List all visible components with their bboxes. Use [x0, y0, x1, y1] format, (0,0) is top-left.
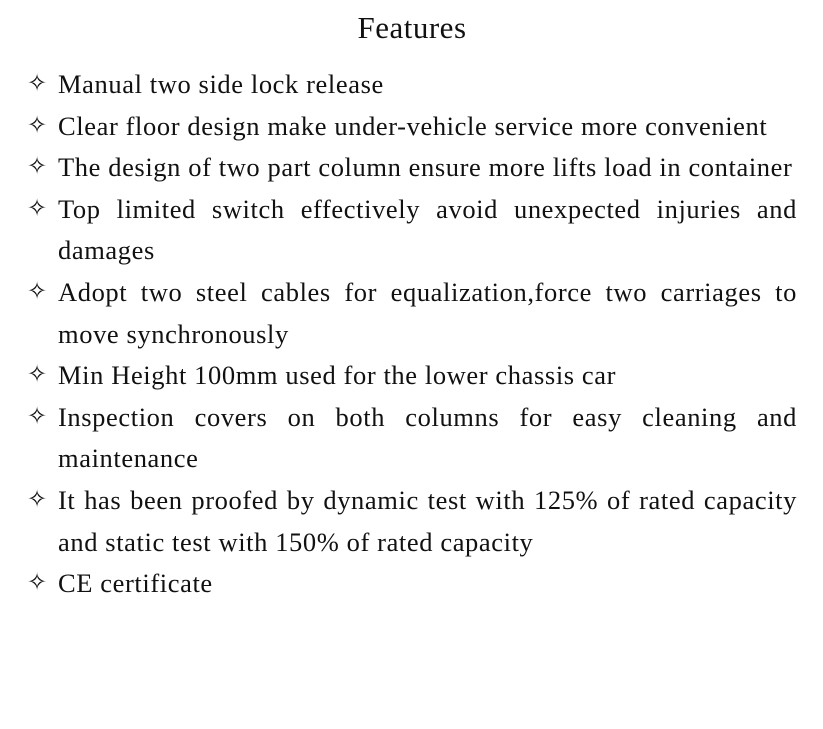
feature-item [27, 106, 797, 148]
feature-item [27, 355, 797, 397]
feature-text: Manual two side lock release [58, 69, 384, 99]
feature-text: Adopt two steel cables for equalization,force two carriages to move synchronously [58, 276, 797, 349]
feature-text: CE certificate [58, 568, 213, 599]
feature-text: Clear floor design make under-vehicle service more convenient [58, 110, 768, 141]
features-list [27, 64, 797, 605]
four-pointed-star-bullet-icon: ✧ [27, 154, 48, 181]
feature-text: It has been proofed by dynamic test with 125% of rated capacity and static test with 150% of rated capacity [58, 484, 797, 557]
four-pointed-star-bullet-icon: ✧ [27, 195, 48, 222]
four-pointed-star-bullet-icon: ✧ [27, 71, 48, 97]
four-pointed-star-bullet-icon: ✧ [27, 403, 48, 430]
feature-item [27, 563, 797, 605]
four-pointed-star-bullet-icon: ✧ [27, 278, 48, 305]
feature-text: Top limited switch effectively avoid unexpected injuries and damages [58, 193, 797, 266]
feature-item [27, 397, 797, 480]
feature-item [27, 480, 797, 563]
four-pointed-star-bullet-icon: ✧ [27, 112, 48, 139]
four-pointed-star-bullet-icon: ✧ [27, 486, 48, 513]
page-title: Features [357, 10, 467, 45]
feature-item [27, 147, 797, 189]
feature-text: Inspection covers on both columns for easy cleaning and maintenance [58, 401, 797, 474]
feature-text: The design of two part column ensure more lifts load in container [58, 152, 793, 183]
feature-item [27, 272, 797, 355]
four-pointed-star-bullet-icon: ✧ [27, 570, 48, 597]
feature-item [27, 64, 797, 106]
feature-item [27, 189, 797, 272]
feature-text: Min Height 100mm used for the lower chassis car [58, 360, 617, 391]
four-pointed-star-bullet-icon: ✧ [27, 362, 48, 389]
